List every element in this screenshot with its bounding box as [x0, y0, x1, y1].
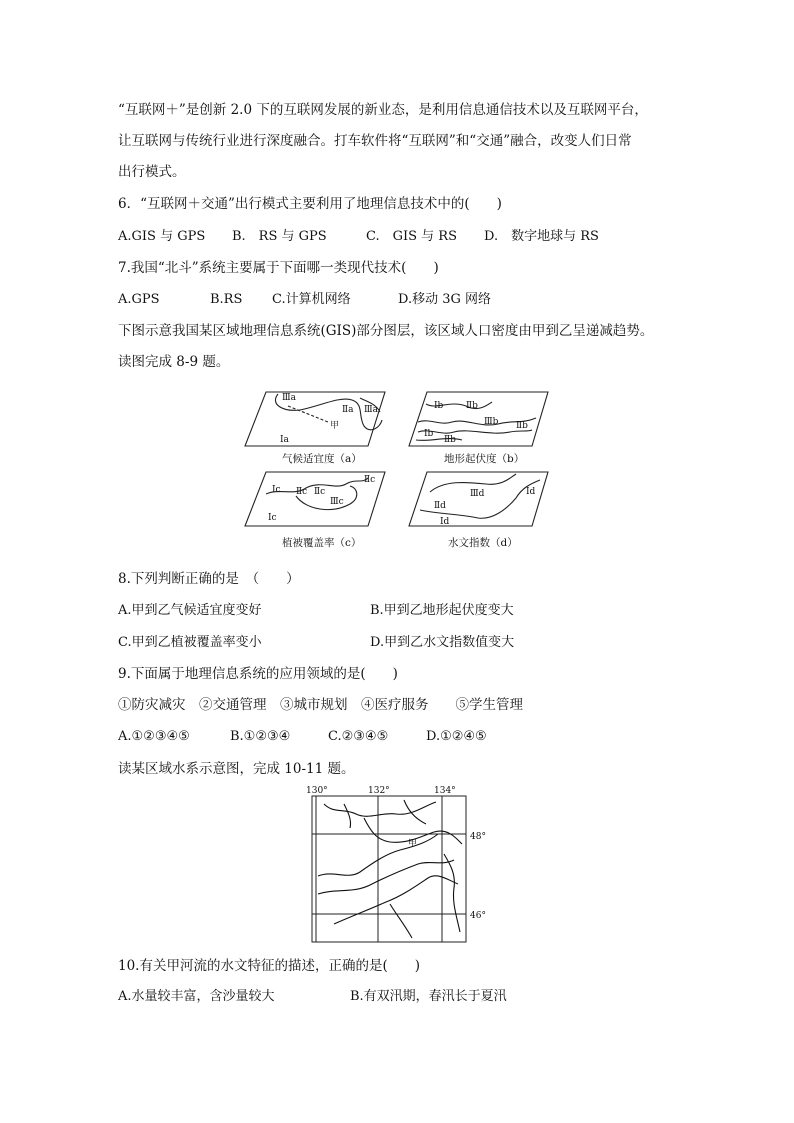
q7-option-c: C.计算机网络: [272, 292, 351, 307]
gis-layers-figure: [240, 384, 560, 554]
q8-option-b: B.甲到乙地形起伏度变大: [370, 603, 514, 618]
river-label-jia: 甲: [408, 839, 418, 849]
q7-stem: 7.我国“北斗”系统主要属于下面哪一类现代技术( ): [118, 260, 439, 276]
q9-option-d: D.①②④⑤: [426, 729, 487, 744]
map-frame: [312, 796, 466, 942]
lon-label-134: 134°: [434, 786, 456, 796]
panel-b-label-4: Ⅱb: [516, 421, 528, 431]
lon-label-130: 130°: [306, 786, 328, 796]
panel-a-label-4: Ⅰa: [280, 435, 289, 445]
lat-label-48: 48°: [470, 832, 486, 842]
panel-b-label-5: Ⅰb: [424, 429, 434, 439]
q10-option-a: A.水量较丰富，含沙量较大: [118, 989, 275, 1004]
panel-c-label-4: Ⅱc: [364, 475, 376, 485]
q8-option-d: D.甲到乙水文指数值变大: [370, 635, 515, 650]
panel-c-label-2: Ⅱc: [296, 487, 308, 497]
caption-b: 地形起伏度（b）: [444, 453, 525, 465]
panel-d-label-1: Ⅲd: [470, 489, 485, 499]
panel-b-label-2: Ⅱb: [466, 401, 478, 411]
intro-line-3: 出行模式。: [118, 164, 186, 180]
caption-a: 气候适宜度（a）: [282, 453, 362, 465]
q9-stem: 9.下面属于地理信息系统的应用领域的是( ): [118, 666, 398, 682]
q6-option-b: B. RS 与 GPS: [232, 229, 327, 244]
gis-intro-line-2: 读图完成 8-9 题。: [118, 354, 230, 370]
panel-a-label-2: Ⅱa: [342, 405, 354, 415]
panel-a-label-5: 甲: [330, 421, 340, 431]
q9-option-a: A.①②③④⑤: [118, 729, 190, 744]
gis-intro-line-1: 下图示意我国某区域地理信息系统(GIS)部分图层，该区域人口密度由甲到乙呈递减趋势。: [118, 323, 654, 339]
panel-c-label-5: Ⅲc: [330, 497, 344, 507]
q8-option-a: A.甲到乙气候适宜度变好: [118, 603, 262, 618]
q6-option-d: D. 数字地球与 RS: [484, 229, 599, 244]
lon-label-132: 132°: [368, 786, 390, 796]
q7-option-b: B.RS: [210, 292, 243, 307]
panel-a-label-1: Ⅲa: [282, 393, 297, 403]
q7-option-d: D.移动 3G 网络: [398, 292, 492, 307]
panel-b-label-6: Ⅱb: [444, 435, 456, 445]
q9-option-c: C.②③④⑤: [328, 729, 389, 744]
panel-b-label-1: Ⅰb: [434, 401, 444, 411]
river-system-map: [304, 784, 494, 946]
panel-a-label-3: Ⅲa: [364, 405, 379, 415]
q10-option-b: B.有双汛期，春汛长于夏汛: [350, 989, 507, 1004]
q7-option-a: A.GPS: [118, 292, 160, 307]
q8-option-c: C.甲到乙植被覆盖率变小: [118, 635, 262, 650]
caption-d: 水文指数（d）: [448, 537, 518, 549]
caption-c: 植被覆盖率（c）: [282, 537, 362, 549]
q10-stem: 10.有关甲河流的水文特征的描述，正确的是( ): [118, 958, 421, 974]
q8-stem: 8.下列判断正确的是 （ ）: [118, 571, 300, 587]
panel-b-label-3: Ⅲb: [484, 417, 499, 427]
intro-line-1: “互联网＋”是创新 2.0 下的互联网发展的新业态，是利用信息通信技术以及互联网平台，: [118, 102, 648, 118]
q9-items: ①防灾减灾 ②交通管理 ③城市规划 ④医疗服务 ⑤学生管理: [118, 697, 523, 713]
lat-label-46: 46°: [470, 911, 486, 921]
panel-c-label-6: Ⅰc: [268, 513, 277, 523]
river-intro: 读某区域水系示意图，完成 10-11 题。: [118, 761, 355, 777]
q9-option-b: B.①②③④: [230, 729, 291, 744]
panel-c-label-1: Ⅰc: [272, 485, 281, 495]
panel-d-label-3: Ⅰd: [440, 517, 450, 527]
panel-c-label-3: Ⅱc: [314, 487, 326, 497]
panel-d-label-4: Ⅰd: [526, 487, 536, 497]
panel-d-label-2: Ⅱd: [434, 501, 446, 511]
q6-stem: 6．“互联网＋交通”出行模式主要利用了地理信息技术中的( ): [118, 196, 502, 212]
q6-option-a: A.GIS 与 GPS: [118, 229, 206, 244]
q6-option-c: C. GIS 与 RS: [366, 229, 458, 244]
intro-line-2: 让互联网与传统行业进行深度融合。打车软件将“互联网”和“交通”融合，改变人们日常: [118, 133, 632, 149]
